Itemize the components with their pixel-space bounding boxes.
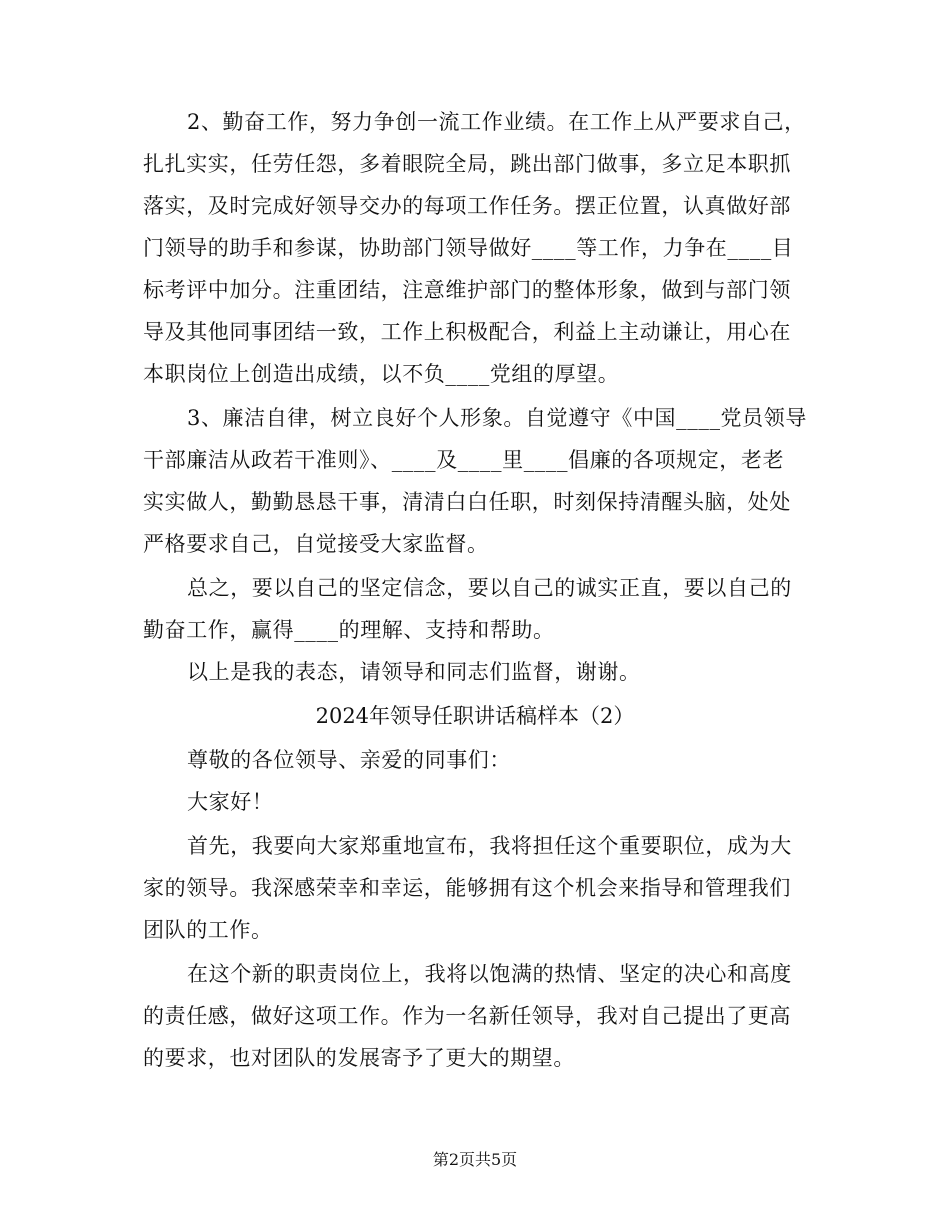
hello-line: 大家好！ [187,790,274,814]
paragraph-2-line-2: 扎扎实实，任劳任怨，多着眼院全局，跳出部门做事，多立足本职抓 [143,152,791,176]
paragraph-2-line-7: 本职岗位上创造出成绩，以不负____党组的厚望。 [143,362,620,386]
paragraph-3-line-2: 干部廉洁从政若干准则》、____及____里____倡廉的各项规定，老老 [143,448,785,472]
closing-line: 以上是我的表态，请领导和同志们监督，谢谢。 [187,660,641,684]
section-title: 2024年领导任职讲话稿样本（2） [315,704,635,728]
greeting-line: 尊敬的各位领导、亲爱的同事们： [187,748,511,772]
duty-paragraph-line-2: 的责任感，做好这项工作。作为一名新任领导，我对自己提出了更高 [143,1004,791,1028]
paragraph-2-line-3: 落实，及时完成好领导交办的每项工作任务。摆正位置，认真做好部 [143,194,791,218]
page-number-footer: 第2页共5页 [432,1150,518,1169]
summary-line-2: 勤奋工作，赢得____的理解、支持和帮助。 [143,618,555,642]
paragraph-3-line-4: 严格要求自己，自觉接受大家监督。 [143,532,489,556]
paragraph-2-line-6: 导及其他同事团结一致，工作上积极配合，利益上主动谦让，用心在 [143,320,791,344]
duty-paragraph-line-1: 在这个新的职责岗位上，我将以饱满的热情、坚定的决心和高度 [187,962,792,986]
summary-line-1: 总之，要以自己的坚定信念，要以自己的诚实正直，要以自己的 [187,576,792,600]
intro-paragraph-line-2: 家的领导。我深感荣幸和幸运，能够拥有这个机会来指导和管理我们 [143,876,791,900]
duty-paragraph-line-3: 的要求，也对团队的发展寄予了更大的期望。 [143,1046,575,1070]
paragraph-2-line-5: 标考评中加分。注重团结，注意维护部门的整体形象，做到与部门领 [143,278,791,302]
paragraph-2-line-1: 2、勤奋工作，努力争创一流工作业绩。在工作上从严要求自己， [187,110,806,134]
intro-paragraph-line-3: 团队的工作。 [143,918,273,942]
intro-paragraph-line-1: 首先，我要向大家郑重地宣布，我将担任这个重要职位，成为大 [187,834,792,858]
paragraph-3-line-1: 3、廉洁自律，树立良好个人形象。自觉遵守《中国____党员领导 [187,406,807,430]
paragraph-3-line-3: 实实做人，勤勤恳恳干事，清清白白任职，时刻保持清醒头脑，处处 [143,490,791,514]
paragraph-2-line-4: 门领导的助手和参谋，协助部门领导做好____等工作，力争在____目 [143,236,794,260]
